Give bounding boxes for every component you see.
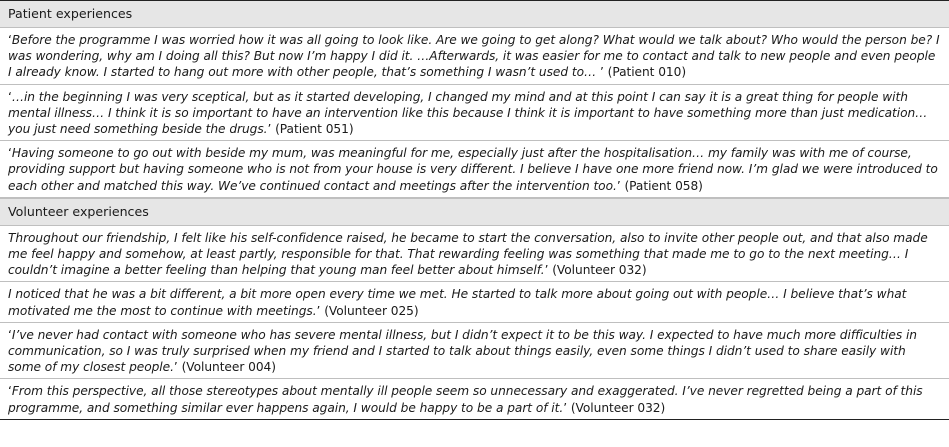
quote-text: I noticed that he was a bit different, a bit more open every time we met. He started to talk more about going out with people… I believe that’s what motivated me the most to continue with meetings.: [8, 287, 907, 318]
quote-text: Throughout our friendship, I felt like his self-confidence raised, he became to start the conversation, also to invite other people out, and that also made me feel happy and somehow, at least partly, responsible for that. That rewarding feeling was something that made me to go to the next meeting… I couldn’t imagine a better feeling than helping that young man feel better about himself.: [8, 230, 928, 278]
quote-row: [0, 323, 949, 380]
quote-source: ’ (Patient 058): [616, 178, 703, 193]
quote-row: [0, 282, 949, 322]
open-quote-mark: ‘: [8, 384, 12, 399]
quote-source: ’ (Volunteer 004): [173, 360, 276, 375]
quote-source: ’ (Volunteer 025): [316, 303, 419, 318]
quote-source: ’ (Patient 010): [596, 65, 687, 80]
quote-row: [0, 85, 949, 142]
open-quote-mark: ‘: [8, 89, 12, 104]
quote-source: ’ (Volunteer 032): [563, 400, 666, 415]
quote-text: Having someone to go out with beside my mum, was meaningful for me, especially just after the hospitalisation… my family was with me of course, providing support but having someone who is not from your house is very different. I believe I have one more friend now. I’m glad we were introduced to each other and matched this way. We’ve continued contact and meetings after the intervention too.: [8, 146, 938, 193]
open-quote-mark: ‘: [8, 33, 12, 47]
quote-text: From this perspective, all those stereotypes about mentally ill people seem so unnecessary and exaggerated. I’ve never regretted being a part of this programme, and something similar ever happens again, I would be happy to be a part of it.: [8, 384, 923, 415]
open-quote-mark: ‘: [8, 146, 12, 161]
quote-row: [0, 379, 949, 419]
section-heading-volunteer: Volunteer experiences: [0, 198, 949, 226]
open-quote-mark: ‘: [8, 327, 12, 342]
quote-source: ’ (Volunteer 032): [544, 263, 647, 278]
quote-row: [0, 141, 949, 198]
quote-text: …in the beginning I was very sceptical, but as it started developing, I changed my mind and at this point I can say it is a great thing for people with mental illness… I think it is so important to have an intervention like this because I think it is important to have something more than just medication… you just need something beside the drugs.: [8, 89, 928, 137]
quote-source: ’ (Patient 051): [267, 122, 354, 137]
quote-row: [0, 226, 949, 283]
quote-row: [0, 28, 949, 85]
quote-text: Before the programme I was worried how it was all going to look like. Are we going to get along? What would we talk about? Who would the person be? I was wondering, why am I doing all this? But now I’m happy I did it. …Afterwards, it was easier for me to contact and talk to new people and even people I already know. I started to hang out more with other people, that’s something I wasn’t used to…: [8, 33, 940, 80]
quote-text: I’ve never had contact with someone who has severe mental illness, but I didn’t expect it to be this way. I expected to have much more difficulties in communication, so I was truly surprised when my friend and I started to talk about things easily, even some things I didn’t used to share easily with some of my closest people.: [8, 327, 917, 375]
section-heading-patient: Patient experiences: [0, 0, 949, 28]
